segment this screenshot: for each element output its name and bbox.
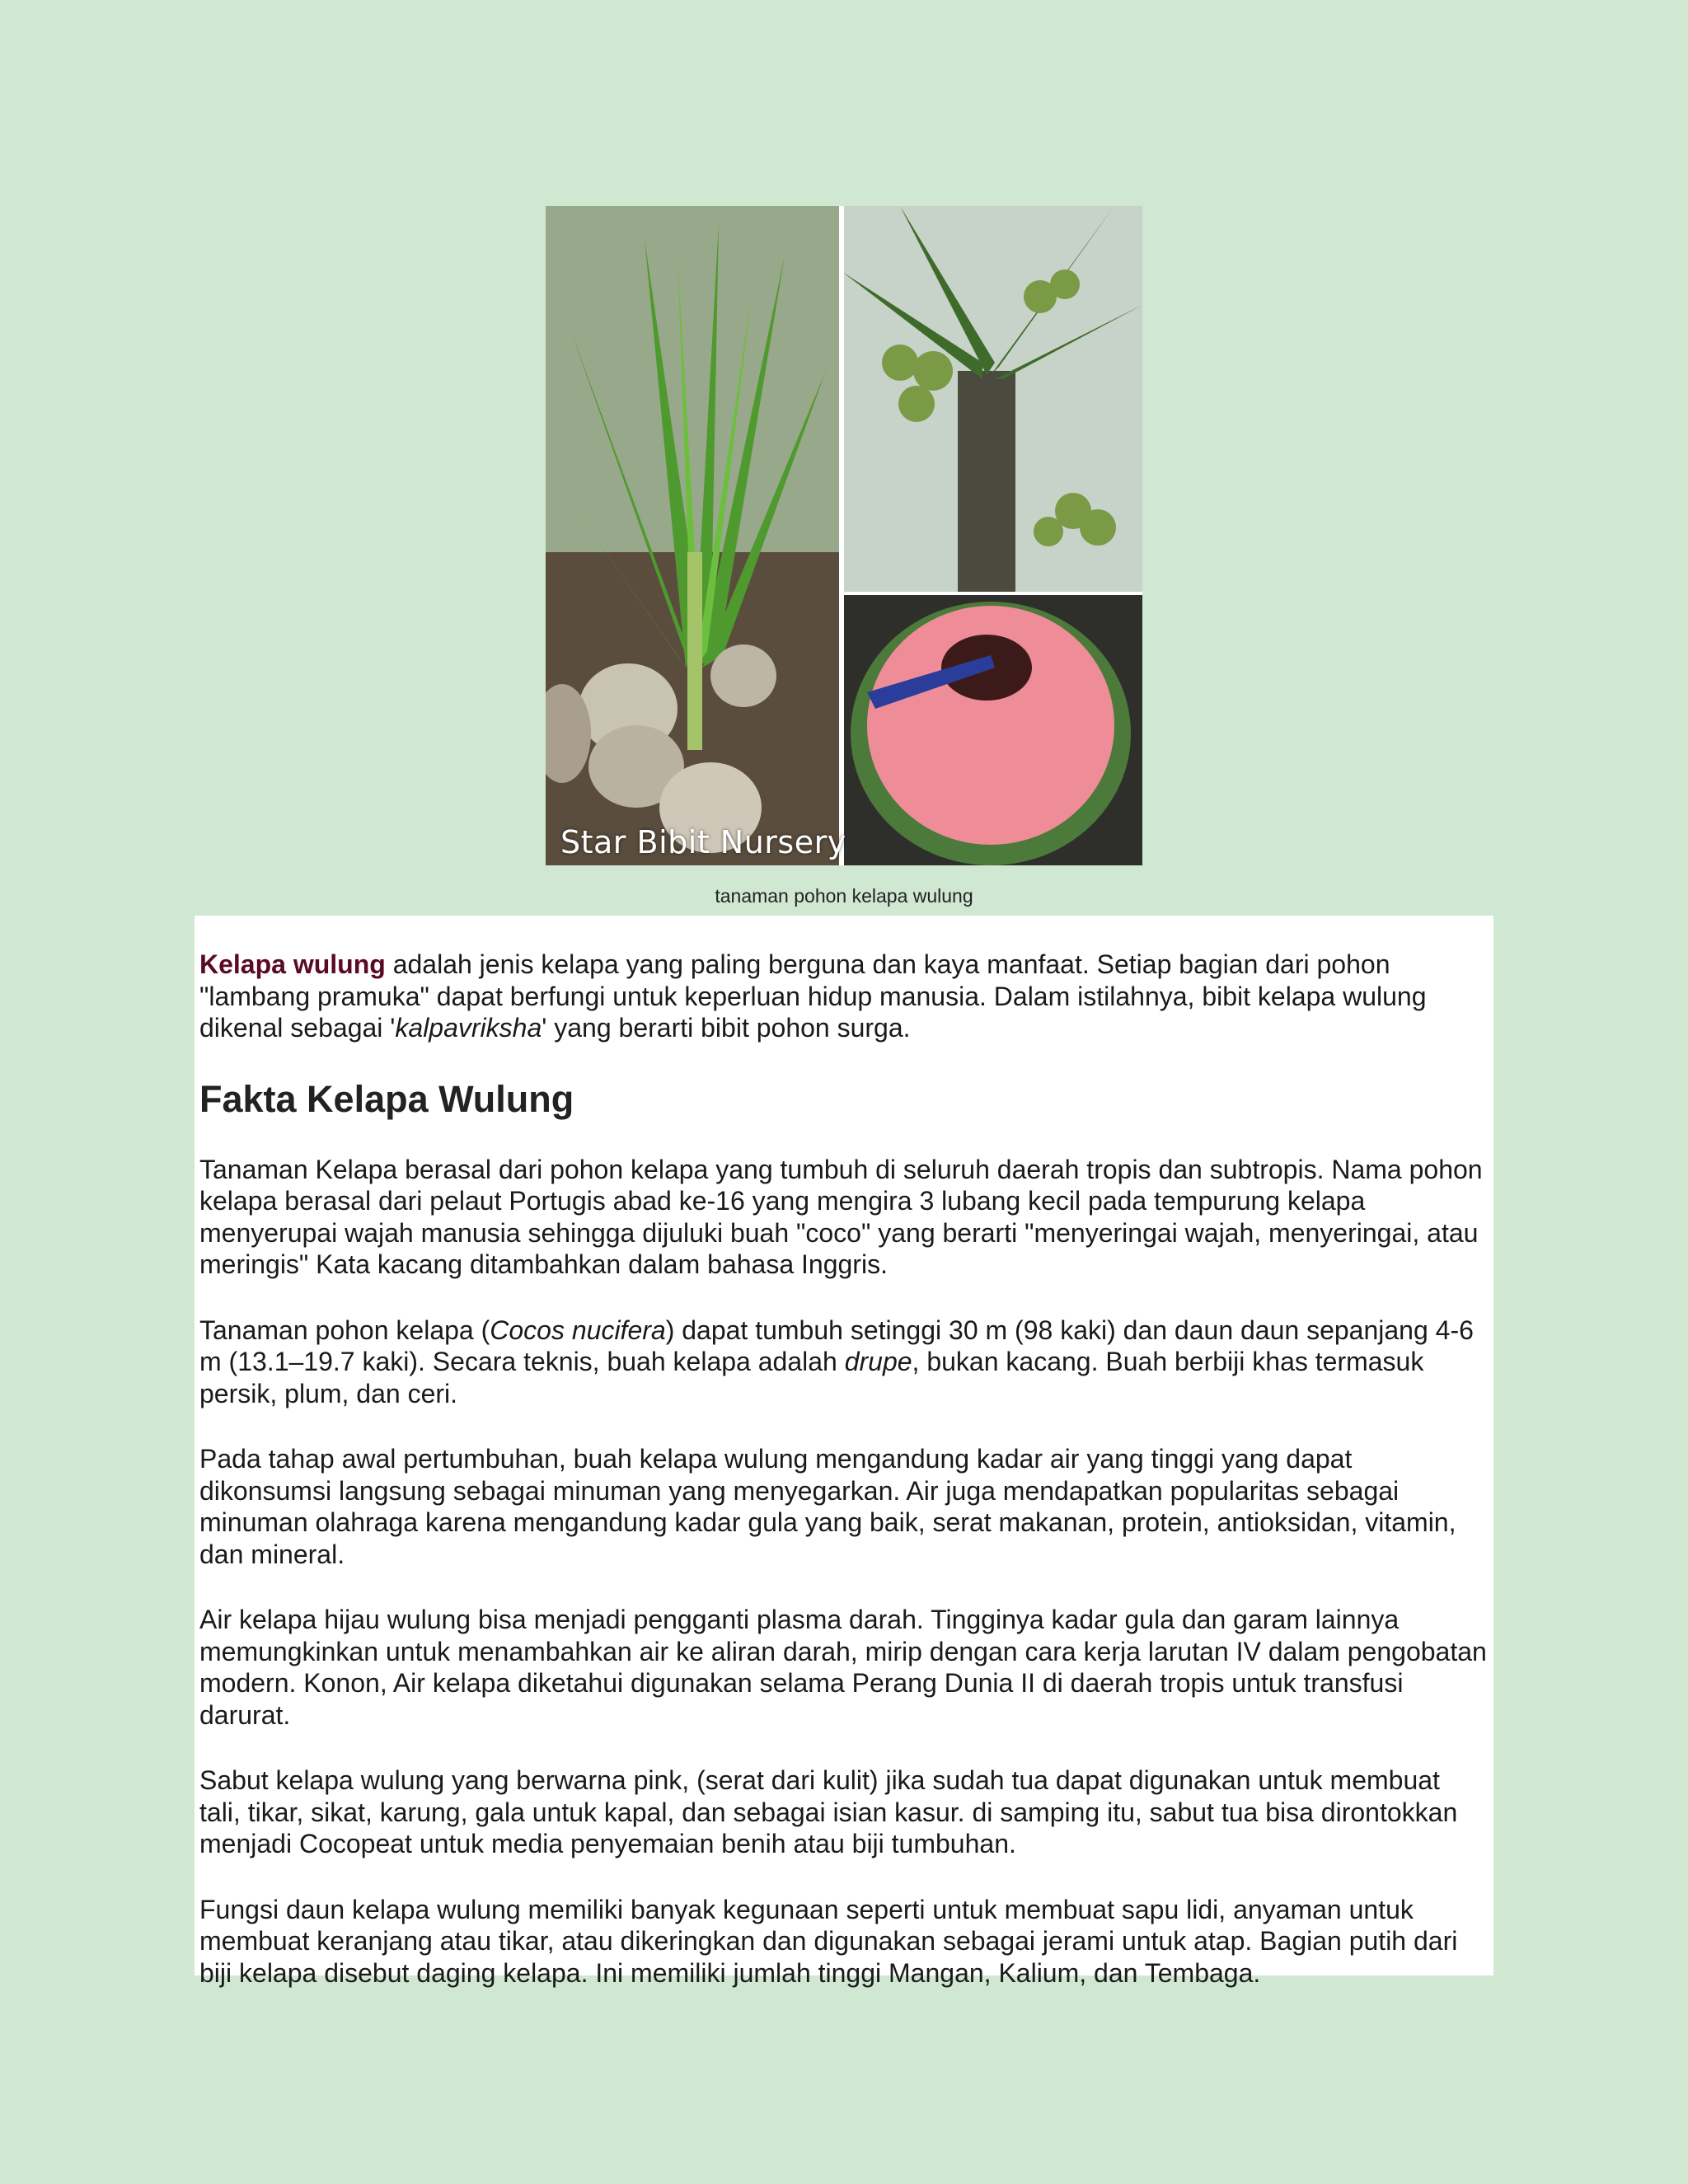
lead-term: Kelapa wulung bbox=[199, 949, 386, 979]
paragraph-water: Pada tahap awal pertumbuhan, buah kelapa wulung mengandung kadar air yang tinggi yang dapat dikonsumsi langsung sebagai minuman yang menyegarkan. Air juga mendapatkan popularitas sebagai minuman olahraga karena mengandung kadar gula yang baik, serat makanan, protein, antioksidan, vitamin, dan mineral. bbox=[199, 1444, 1456, 1569]
paragraph-origin: Tanaman Kelapa berasal dari pohon kelapa yang tumbuh di seluruh daerah tropis dan subtropis. Nama pohon kelapa berasal dari pelaut Portugis abad ke-16 yang mengira 3 lubang kecil pada tempurung kelapa menyerupai wajah manusia sehingga dijuluki buah "coco" yang berarti "menyeringai wajah, menyeringai, atau meringis" Kata kacang ditambahkan dalam bahasa Inggris. bbox=[199, 1154, 1483, 1279]
intro-text-a: adalah jenis kelapa yang paling berguna dan kaya manfaat. Setiap bagian dari pohon "lambang pramuka" dapat berfungi untuk keperluan hidup manusia. Dalam istilahnya, bibit kelapa wulung dikenal sebagai ' bbox=[199, 949, 1427, 1043]
paragraph-plasma: Air kelapa hijau wulung bisa menjadi pengganti plasma darah. Tingginya kadar gula dan garam lainnya memungkinkan untuk menambahkan air ke aliran darah, mirip dengan cara kerja larutan IV dalam pengobatan modern. Konon, Air kelapa diketahui digunakan selama Perang Dunia II di daerah tropis untuk transfusi darurat. bbox=[199, 1605, 1487, 1730]
p2-italic-species: Cocos nucifera bbox=[490, 1315, 666, 1345]
p2-text-c: , bukan kacang. Buah berbiji khas termasuk persik, plum, dan ceri. bbox=[199, 1347, 1424, 1408]
paragraph-leaves: Fungsi daun kelapa wulung memiliki banyak kegunaan seperti untuk membuat sapu lidi, anyaman untuk membuat keranjang atau tikar, atau dikeringkan dan digunakan sebagai jerami untuk atap. Bagian putih dari biji kelapa disebut daging kelapa. Ini memiliki jumlah tinggi Mangan, Kalium, dan Tembaga. bbox=[199, 1894, 1458, 1988]
paragraph-coir: Sabut kelapa wulung yang berwarna pink, (serat dari kulit) jika sudah tua dapat digunakan untuk membuat tali, tikar, sikat, karung, gala untuk kapal, dan sebagai isian kasur. di samping itu, sabut tua bisa dirontokkan menjadi Cocopeat untuk media penyemaian benih atau biji tumbuhan. bbox=[199, 1765, 1458, 1858]
p2-text-a: Tanaman pohon kelapa ( bbox=[199, 1315, 490, 1345]
section-heading: Fakta Kelapa Wulung bbox=[199, 1077, 574, 1120]
paragraph-botany bbox=[199, 1315, 1487, 1410]
p2-text-b: ) dapat tumbuh setinggi 30 m (98 kaki) dan daun daun sepanjang 4-6 m (13.1–19.7 kaki). Secara teknis, buah kelapa adalah bbox=[199, 1315, 1474, 1376]
article-body bbox=[195, 916, 1493, 1988]
p2-italic-drupe: drupe bbox=[844, 1347, 912, 1376]
watermark-text: Star Bibit Nursery bbox=[560, 824, 846, 860]
image-caption: tanaman pohon kelapa wulung bbox=[715, 885, 973, 907]
intro-text-b: ' yang berarti bibit pohon surga. bbox=[542, 1013, 911, 1043]
intro-paragraph bbox=[199, 949, 1487, 1044]
figure bbox=[546, 206, 1142, 907]
intro-italic-term: kalpavriksha bbox=[395, 1013, 542, 1043]
coconut-collage-image bbox=[546, 206, 1142, 865]
